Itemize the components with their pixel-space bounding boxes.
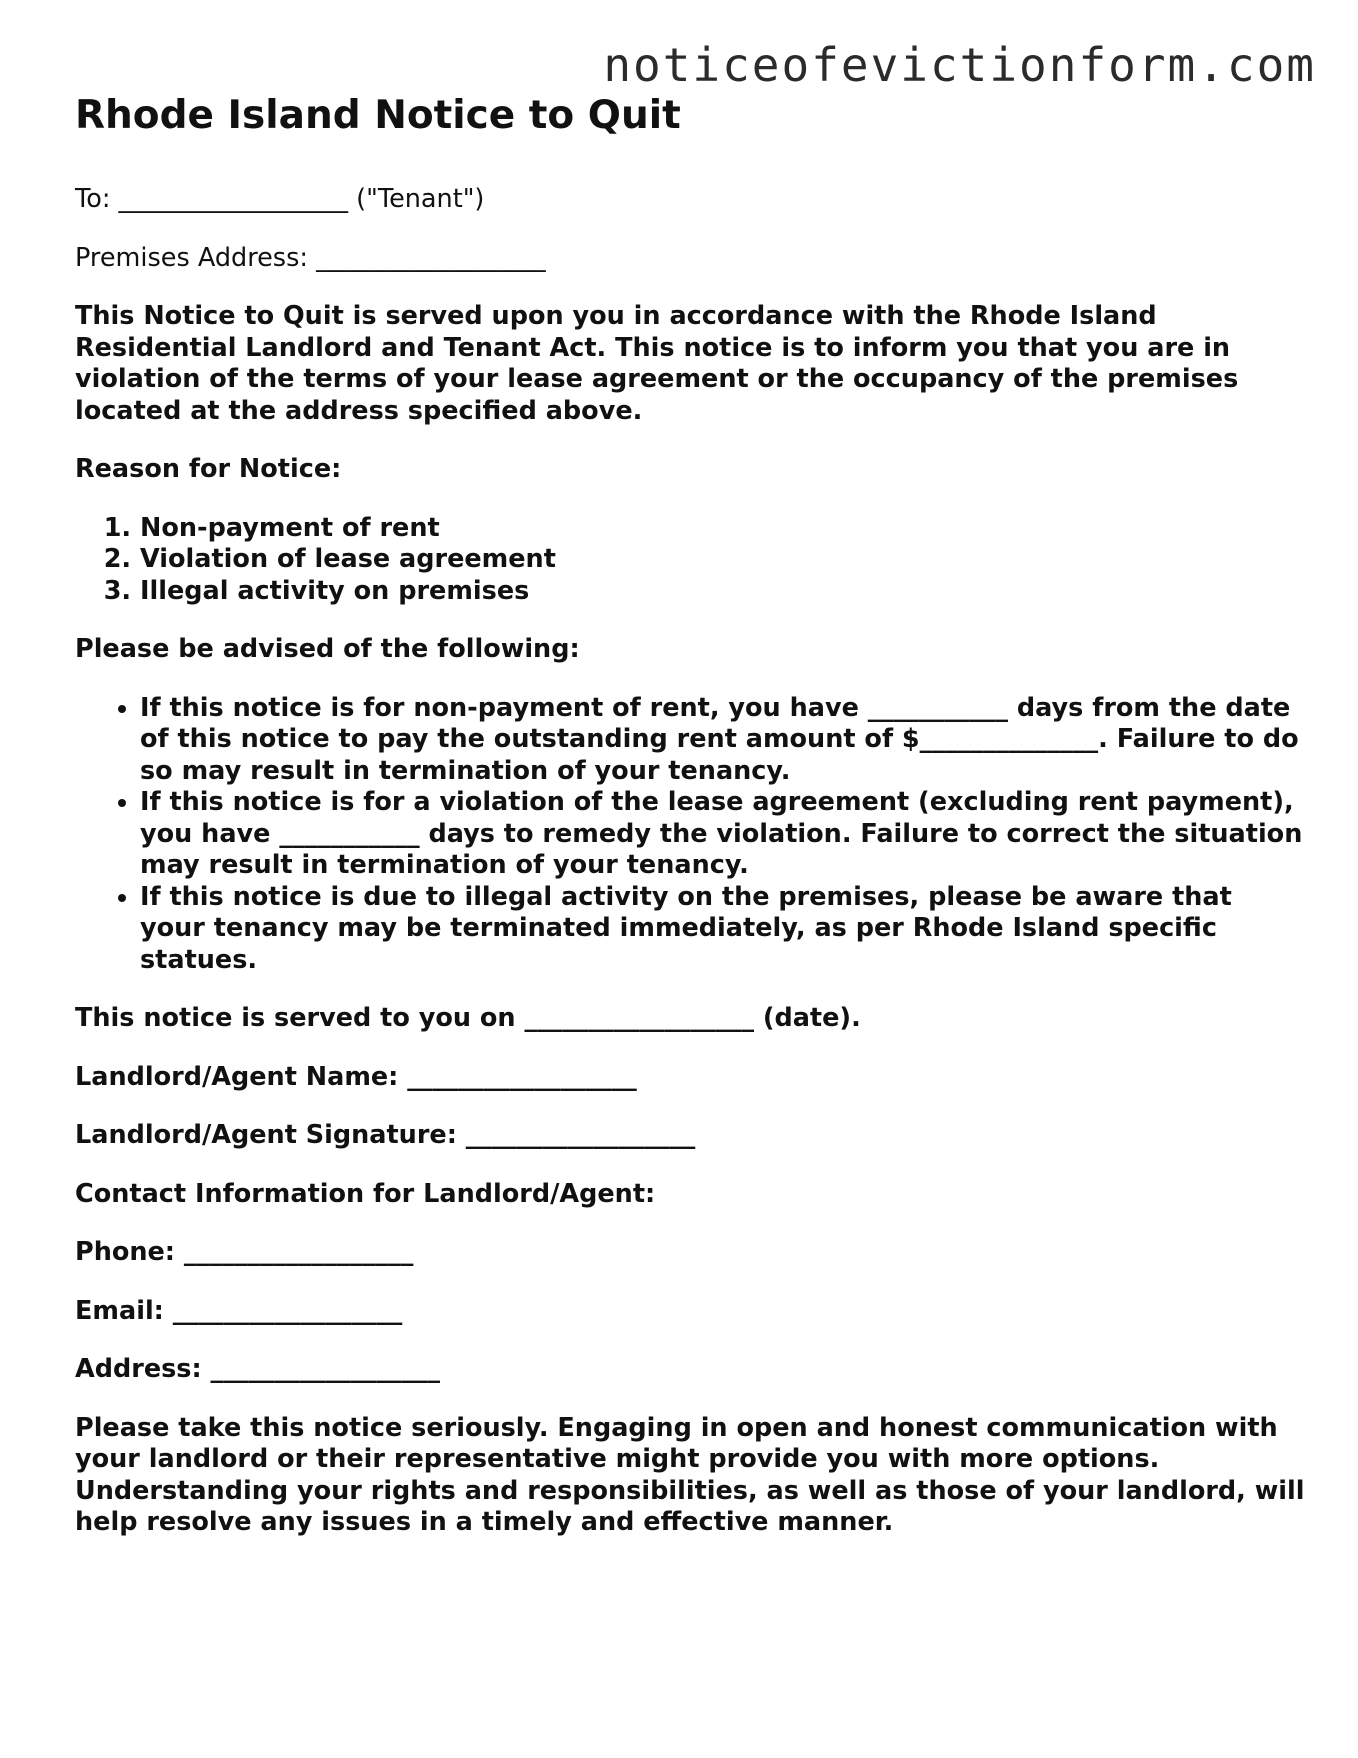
landlord-signature-line: Landlord/Agent Signature: __________________ xyxy=(75,1120,696,1150)
notice-body xyxy=(75,92,1305,1566)
email-line: Email: __________________ xyxy=(75,1295,403,1326)
reason-item: 3. Illegal activity on premises xyxy=(140,576,1305,608)
page-title: Rhode Island Notice to Quit xyxy=(75,93,681,138)
advisory-item: • If this notice is due to illegal activity on the premises, please be aware that your tenancy may be terminated immediately, as per Rhode Island specific statues. xyxy=(140,882,1305,977)
served-date-line: This notice is served to you on __________________ (date). xyxy=(75,1003,861,1033)
site-watermark: noticeofevictionform.com xyxy=(603,38,1316,92)
premises-address-line: Premises Address: __________________ xyxy=(75,242,546,273)
tenant-field-line: To: __________________ ("Tenant") xyxy=(75,184,485,214)
closing-paragraph: Please take this notice seriously. Engaging in open and honest communication with your landlord or their representative might provide you with more options. Understanding your rights and responsibilities, as well as those of your landlord, will help resolve any issues in a timely and effective manner. xyxy=(75,1412,1305,1537)
reason-item: 2. Violation of lease agreement xyxy=(140,544,1305,576)
advisory-list xyxy=(75,693,1305,977)
landlord-name-line: Landlord/Agent Name: __________________ xyxy=(75,1061,637,1092)
advised-heading: Please be advised of the following: xyxy=(75,634,580,664)
contact-heading: Contact Information for Landlord/Agent: xyxy=(75,1178,656,1209)
advisory-item: • If this notice is for non-payment of rent, you have ___________ days from the date of this notice to pay the outstanding rent amount of $______________. Failure to do so may result in termination of your tenancy. xyxy=(140,693,1305,788)
phone-line: Phone: __________________ xyxy=(75,1237,414,1267)
address-line: Address: __________________ xyxy=(75,1354,441,1384)
reason-list xyxy=(75,513,1305,608)
advisory-item: • If this notice is for a violation of the lease agreement (excluding rent payment), you have ___________ days to remedy the violation. Failure to correct the situation may result in termination of your tenancy. xyxy=(140,787,1305,882)
reason-item: 1. Non-payment of rent xyxy=(140,513,1305,545)
reason-heading: Reason for Notice: xyxy=(75,454,342,484)
intro-paragraph: This Notice to Quit is served upon you in accordance with the Rhode Island Residential Landlord and Tenant Act. This notice is to inform you that you are in violation of the terms of your lease agreement or the occupancy of the premises located at the address specified above. xyxy=(75,301,1239,426)
